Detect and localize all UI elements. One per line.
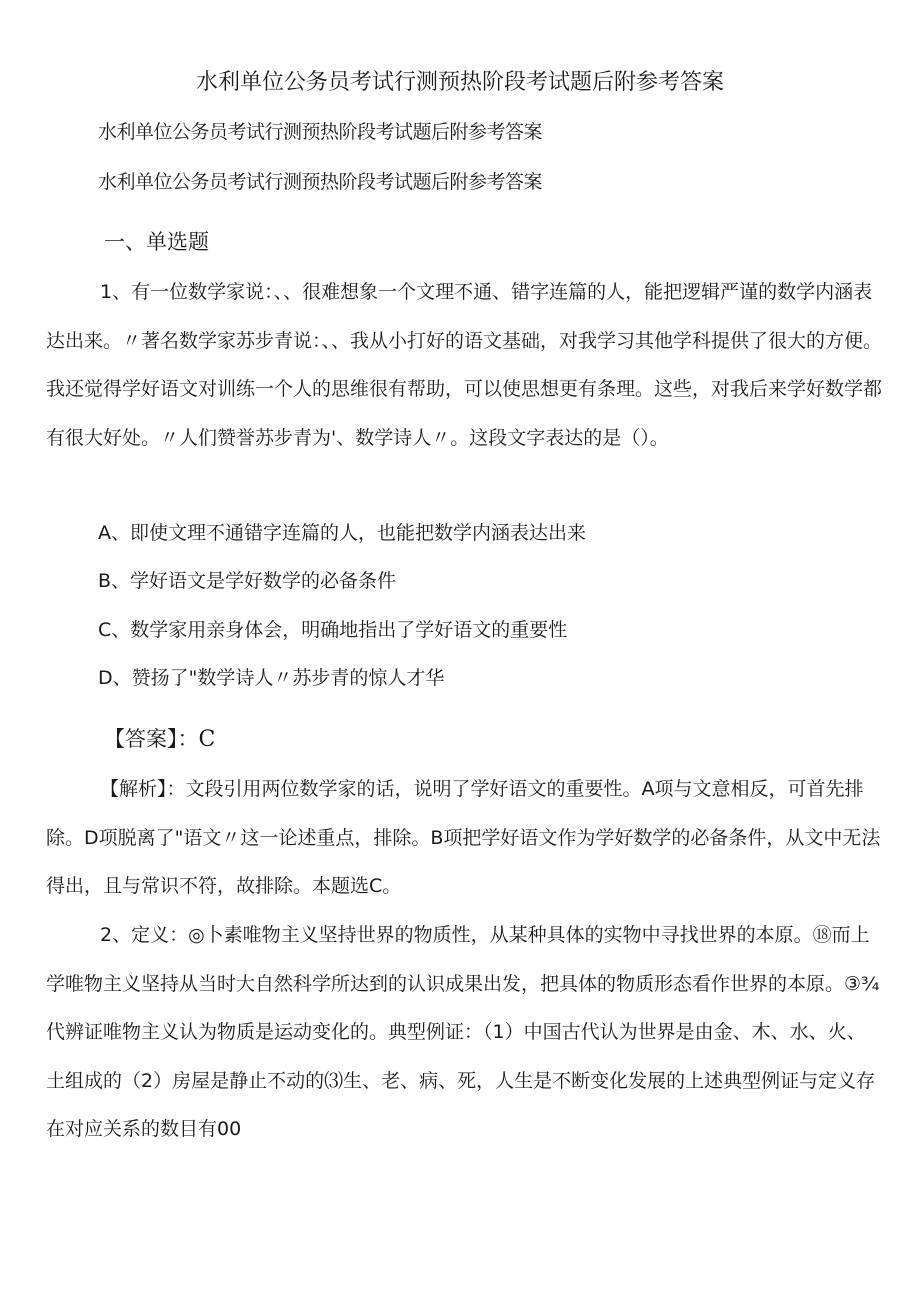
question-1-explanation: 【解析】：文段引用两位数学家的话，说明了学好语文的重要性。A项与文意相反，可首先排除。D项脱离了"语文〃这一论述重点，排除。B项把学好语文作为学好数学的必备条件，从文中无法得出，且与常识不符，故排除。本题选C。 <box>46 778 881 898</box>
question-1-text: 1、有一位数学家说：、、很难想象一个文理不通、错字连篇的人，能把逻辑严谨的数学内涵表达出来。〃著名数学家苏步青说：、、我从小打好的语文基础，对我学习其他学科提供了很大的方便。我还觉得学好语文对训练一个人的思维很有帮助，可以使思想更有条理。这些，对我后来学好数学都有很大好处。〃人们赞誉苏步青为'、数学诗人〃。这段文字表达的是（）。 <box>46 281 883 449</box>
answer-label: 【答案】： <box>104 727 199 751</box>
question-2-text: 2、定义：◎卜素唯物主义坚持世界的物质性，从某种具体的实物中寻找世界的本原。⑱而上学唯物主义坚持从当时大自然科学所达到的认识成果出发，把具体的物质形态看作世界的本原。③¾代辨证唯物主义认为物质是运动变化的。典型例证：（1）中国古代认为世界是由金、木、水、火、土组成的（2）房屋是静止不动的⑶生、老、病、死，人生是不断变化发展的上述典型例证与定义存在对应关系的数目有00 <box>46 924 880 1141</box>
document-subtitle: 水利单位公务员考试行测预热阶段考试题后附参考答案 <box>98 171 543 193</box>
answer-value: C <box>198 727 216 752</box>
document-title: 水利单位公务员考试行测预热阶段考试题后附参考答案 <box>195 70 724 95</box>
question-1-option-c: C、数学家用亲身体会，明确地指出了学好语文的重要性 <box>98 619 568 641</box>
document-subtitle: 水利单位公务员考试行测预热阶段考试题后附参考答案 <box>98 121 543 143</box>
section-heading: 一、单选题 <box>104 230 209 254</box>
question-1-answer <box>104 723 215 756</box>
question-1-option-b: B、学好语文是学好数学的必备条件 <box>98 570 397 592</box>
question-1-option-a: A、即使文理不通错字连篇的人，也能把数学内涵表达出来 <box>98 522 586 544</box>
question-1-option-d: D、赞扬了"数学诗人〃苏步青的惊人才华 <box>98 667 445 689</box>
